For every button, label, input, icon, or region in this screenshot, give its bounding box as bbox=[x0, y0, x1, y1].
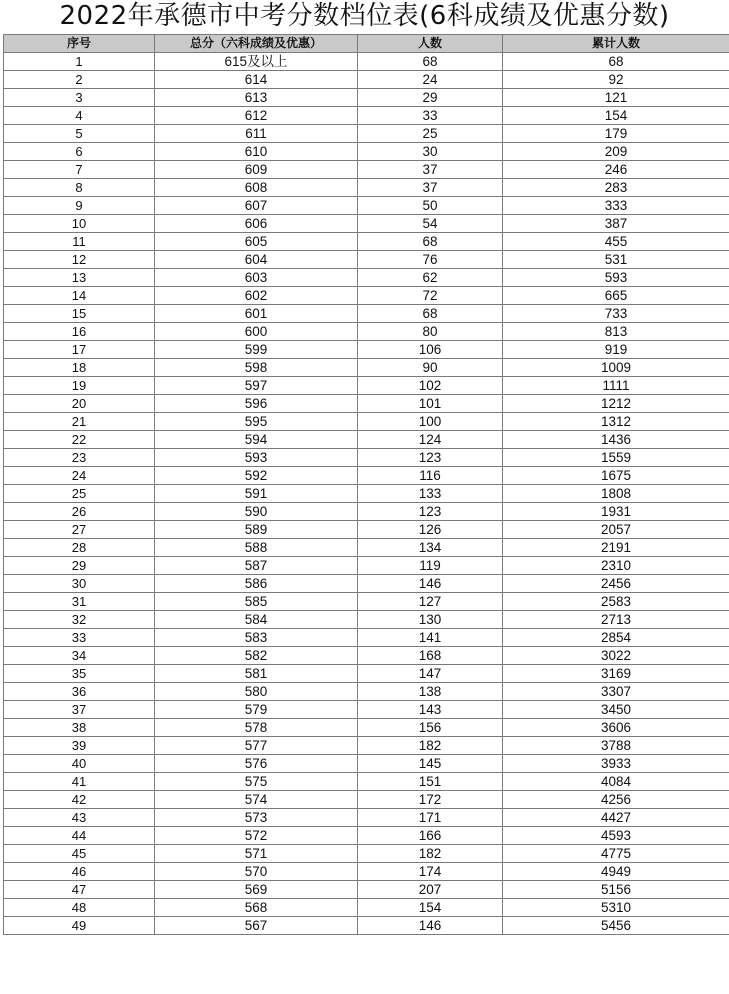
cell-count: 138 bbox=[358, 683, 503, 701]
cell-cumulative-count: 733 bbox=[503, 305, 729, 323]
table-row bbox=[4, 629, 729, 647]
cell-count: 68 bbox=[358, 53, 503, 71]
cell-total-score: 615及以上 bbox=[155, 53, 358, 71]
cell-total-score: 593 bbox=[155, 449, 358, 467]
cell-count: 90 bbox=[358, 359, 503, 377]
cell-cumulative-count: 813 bbox=[503, 323, 729, 341]
cell-serial: 46 bbox=[4, 863, 155, 881]
cell-count: 37 bbox=[358, 161, 503, 179]
cell-serial: 48 bbox=[4, 899, 155, 917]
cell-serial: 15 bbox=[4, 305, 155, 323]
cell-serial: 49 bbox=[4, 917, 155, 935]
cell-total-score: 574 bbox=[155, 791, 358, 809]
cell-cumulative-count: 1675 bbox=[503, 467, 729, 485]
cell-total-score: 579 bbox=[155, 701, 358, 719]
cell-serial: 30 bbox=[4, 575, 155, 593]
cell-count: 119 bbox=[358, 557, 503, 575]
table-row bbox=[4, 665, 729, 683]
cell-cumulative-count: 2191 bbox=[503, 539, 729, 557]
cell-serial: 21 bbox=[4, 413, 155, 431]
header-count: 人数 bbox=[358, 35, 503, 53]
cell-total-score: 600 bbox=[155, 323, 358, 341]
cell-count: 146 bbox=[358, 917, 503, 935]
cell-count: 24 bbox=[358, 71, 503, 89]
cell-count: 100 bbox=[358, 413, 503, 431]
cell-count: 101 bbox=[358, 395, 503, 413]
table-row bbox=[4, 485, 729, 503]
cell-serial: 13 bbox=[4, 269, 155, 287]
cell-cumulative-count: 5456 bbox=[503, 917, 729, 935]
cell-count: 123 bbox=[358, 503, 503, 521]
cell-count: 124 bbox=[358, 431, 503, 449]
cell-serial: 34 bbox=[4, 647, 155, 665]
table-row bbox=[4, 179, 729, 197]
cell-cumulative-count: 1559 bbox=[503, 449, 729, 467]
table-row bbox=[4, 611, 729, 629]
cell-total-score: 607 bbox=[155, 197, 358, 215]
table-row bbox=[4, 377, 729, 395]
cell-total-score: 605 bbox=[155, 233, 358, 251]
table-row bbox=[4, 719, 729, 737]
cell-serial: 9 bbox=[4, 197, 155, 215]
cell-cumulative-count: 4775 bbox=[503, 845, 729, 863]
header-cumulative-count: 累计人数 bbox=[503, 35, 729, 53]
cell-count: 25 bbox=[358, 125, 503, 143]
cell-total-score: 584 bbox=[155, 611, 358, 629]
cell-total-score: 586 bbox=[155, 575, 358, 593]
table-row bbox=[4, 161, 729, 179]
cell-cumulative-count: 455 bbox=[503, 233, 729, 251]
cell-total-score: 592 bbox=[155, 467, 358, 485]
cell-cumulative-count: 665 bbox=[503, 287, 729, 305]
cell-cumulative-count: 283 bbox=[503, 179, 729, 197]
cell-serial: 14 bbox=[4, 287, 155, 305]
table-row bbox=[4, 323, 729, 341]
table-row bbox=[4, 593, 729, 611]
cell-count: 30 bbox=[358, 143, 503, 161]
cell-total-score: 604 bbox=[155, 251, 358, 269]
cell-cumulative-count: 2713 bbox=[503, 611, 729, 629]
cell-cumulative-count: 68 bbox=[503, 53, 729, 71]
cell-cumulative-count: 1009 bbox=[503, 359, 729, 377]
cell-cumulative-count: 2456 bbox=[503, 575, 729, 593]
cell-cumulative-count: 919 bbox=[503, 341, 729, 359]
cell-cumulative-count: 209 bbox=[503, 143, 729, 161]
cell-count: 141 bbox=[358, 629, 503, 647]
cell-total-score: 581 bbox=[155, 665, 358, 683]
table-row bbox=[4, 269, 729, 287]
table-row bbox=[4, 539, 729, 557]
table-row bbox=[4, 305, 729, 323]
cell-count: 106 bbox=[358, 341, 503, 359]
table-row bbox=[4, 197, 729, 215]
cell-count: 166 bbox=[358, 827, 503, 845]
cell-total-score: 582 bbox=[155, 647, 358, 665]
cell-total-score: 598 bbox=[155, 359, 358, 377]
cell-total-score: 613 bbox=[155, 89, 358, 107]
cell-serial: 25 bbox=[4, 485, 155, 503]
cell-count: 151 bbox=[358, 773, 503, 791]
cell-count: 72 bbox=[358, 287, 503, 305]
cell-cumulative-count: 179 bbox=[503, 125, 729, 143]
cell-serial: 19 bbox=[4, 377, 155, 395]
cell-total-score: 602 bbox=[155, 287, 358, 305]
table-row bbox=[4, 809, 729, 827]
cell-total-score: 609 bbox=[155, 161, 358, 179]
table-row bbox=[4, 683, 729, 701]
cell-serial: 28 bbox=[4, 539, 155, 557]
table-row bbox=[4, 287, 729, 305]
cell-cumulative-count: 3933 bbox=[503, 755, 729, 773]
cell-total-score: 611 bbox=[155, 125, 358, 143]
cell-cumulative-count: 5310 bbox=[503, 899, 729, 917]
cell-cumulative-count: 4949 bbox=[503, 863, 729, 881]
table-body bbox=[4, 53, 729, 935]
cell-count: 182 bbox=[358, 737, 503, 755]
table-row bbox=[4, 899, 729, 917]
cell-total-score: 601 bbox=[155, 305, 358, 323]
table-row bbox=[4, 863, 729, 881]
cell-total-score: 568 bbox=[155, 899, 358, 917]
table-row bbox=[4, 215, 729, 233]
cell-total-score: 587 bbox=[155, 557, 358, 575]
cell-cumulative-count: 2583 bbox=[503, 593, 729, 611]
cell-total-score: 573 bbox=[155, 809, 358, 827]
cell-count: 127 bbox=[358, 593, 503, 611]
cell-serial: 11 bbox=[4, 233, 155, 251]
cell-serial: 22 bbox=[4, 431, 155, 449]
cell-cumulative-count: 1931 bbox=[503, 503, 729, 521]
cell-count: 68 bbox=[358, 233, 503, 251]
cell-cumulative-count: 2057 bbox=[503, 521, 729, 539]
cell-serial: 20 bbox=[4, 395, 155, 413]
cell-cumulative-count: 1312 bbox=[503, 413, 729, 431]
cell-count: 54 bbox=[358, 215, 503, 233]
table-row bbox=[4, 791, 729, 809]
cell-serial: 7 bbox=[4, 161, 155, 179]
cell-count: 133 bbox=[358, 485, 503, 503]
cell-total-score: 577 bbox=[155, 737, 358, 755]
cell-serial: 32 bbox=[4, 611, 155, 629]
cell-total-score: 572 bbox=[155, 827, 358, 845]
cell-cumulative-count: 2854 bbox=[503, 629, 729, 647]
cell-cumulative-count: 5156 bbox=[503, 881, 729, 899]
cell-cumulative-count: 3169 bbox=[503, 665, 729, 683]
cell-serial: 3 bbox=[4, 89, 155, 107]
cell-count: 168 bbox=[358, 647, 503, 665]
cell-serial: 1 bbox=[4, 53, 155, 71]
cell-count: 50 bbox=[358, 197, 503, 215]
cell-serial: 40 bbox=[4, 755, 155, 773]
cell-serial: 37 bbox=[4, 701, 155, 719]
table-row bbox=[4, 647, 729, 665]
cell-total-score: 590 bbox=[155, 503, 358, 521]
cell-count: 154 bbox=[358, 899, 503, 917]
cell-cumulative-count: 2310 bbox=[503, 557, 729, 575]
cell-total-score: 571 bbox=[155, 845, 358, 863]
cell-count: 146 bbox=[358, 575, 503, 593]
cell-serial: 16 bbox=[4, 323, 155, 341]
cell-total-score: 580 bbox=[155, 683, 358, 701]
cell-serial: 4 bbox=[4, 107, 155, 125]
table-row bbox=[4, 89, 729, 107]
cell-serial: 33 bbox=[4, 629, 155, 647]
cell-count: 126 bbox=[358, 521, 503, 539]
cell-total-score: 610 bbox=[155, 143, 358, 161]
cell-total-score: 578 bbox=[155, 719, 358, 737]
cell-total-score: 591 bbox=[155, 485, 358, 503]
cell-total-score: 594 bbox=[155, 431, 358, 449]
cell-count: 156 bbox=[358, 719, 503, 737]
cell-serial: 35 bbox=[4, 665, 155, 683]
cell-count: 143 bbox=[358, 701, 503, 719]
cell-count: 29 bbox=[358, 89, 503, 107]
cell-total-score: 588 bbox=[155, 539, 358, 557]
score-table bbox=[3, 34, 729, 935]
cell-cumulative-count: 246 bbox=[503, 161, 729, 179]
cell-cumulative-count: 3450 bbox=[503, 701, 729, 719]
cell-cumulative-count: 3307 bbox=[503, 683, 729, 701]
cell-count: 130 bbox=[358, 611, 503, 629]
cell-total-score: 595 bbox=[155, 413, 358, 431]
cell-serial: 31 bbox=[4, 593, 155, 611]
cell-count: 102 bbox=[358, 377, 503, 395]
table-row bbox=[4, 467, 729, 485]
cell-cumulative-count: 1436 bbox=[503, 431, 729, 449]
cell-total-score: 608 bbox=[155, 179, 358, 197]
cell-serial: 2 bbox=[4, 71, 155, 89]
table-row bbox=[4, 521, 729, 539]
cell-cumulative-count: 4427 bbox=[503, 809, 729, 827]
cell-count: 62 bbox=[358, 269, 503, 287]
table-row bbox=[4, 557, 729, 575]
table-row bbox=[4, 395, 729, 413]
cell-count: 182 bbox=[358, 845, 503, 863]
cell-count: 171 bbox=[358, 809, 503, 827]
table-row bbox=[4, 107, 729, 125]
table-row bbox=[4, 143, 729, 161]
table-row bbox=[4, 413, 729, 431]
cell-serial: 38 bbox=[4, 719, 155, 737]
cell-serial: 36 bbox=[4, 683, 155, 701]
table-row bbox=[4, 773, 729, 791]
cell-cumulative-count: 593 bbox=[503, 269, 729, 287]
cell-total-score: 596 bbox=[155, 395, 358, 413]
cell-total-score: 567 bbox=[155, 917, 358, 935]
table-row bbox=[4, 575, 729, 593]
cell-serial: 26 bbox=[4, 503, 155, 521]
cell-count: 172 bbox=[358, 791, 503, 809]
table-row bbox=[4, 737, 729, 755]
cell-cumulative-count: 333 bbox=[503, 197, 729, 215]
table-row bbox=[4, 755, 729, 773]
table-row bbox=[4, 71, 729, 89]
table-row bbox=[4, 359, 729, 377]
header-total-score: 总分（六科成绩及优惠） bbox=[155, 35, 358, 53]
cell-total-score: 612 bbox=[155, 107, 358, 125]
cell-cumulative-count: 3022 bbox=[503, 647, 729, 665]
cell-total-score: 599 bbox=[155, 341, 358, 359]
cell-serial: 47 bbox=[4, 881, 155, 899]
cell-total-score: 575 bbox=[155, 773, 358, 791]
cell-cumulative-count: 4256 bbox=[503, 791, 729, 809]
cell-count: 147 bbox=[358, 665, 503, 683]
cell-serial: 41 bbox=[4, 773, 155, 791]
cell-cumulative-count: 531 bbox=[503, 251, 729, 269]
table-row bbox=[4, 503, 729, 521]
cell-total-score: 570 bbox=[155, 863, 358, 881]
cell-cumulative-count: 1212 bbox=[503, 395, 729, 413]
table-row bbox=[4, 701, 729, 719]
table-row bbox=[4, 431, 729, 449]
cell-count: 116 bbox=[358, 467, 503, 485]
cell-serial: 45 bbox=[4, 845, 155, 863]
table-row bbox=[4, 449, 729, 467]
cell-count: 174 bbox=[358, 863, 503, 881]
cell-total-score: 576 bbox=[155, 755, 358, 773]
cell-serial: 8 bbox=[4, 179, 155, 197]
cell-cumulative-count: 1111 bbox=[503, 377, 729, 395]
cell-serial: 44 bbox=[4, 827, 155, 845]
cell-count: 80 bbox=[358, 323, 503, 341]
cell-count: 134 bbox=[358, 539, 503, 557]
cell-cumulative-count: 3606 bbox=[503, 719, 729, 737]
cell-serial: 39 bbox=[4, 737, 155, 755]
cell-cumulative-count: 4593 bbox=[503, 827, 729, 845]
table-row bbox=[4, 341, 729, 359]
cell-count: 68 bbox=[358, 305, 503, 323]
cell-count: 207 bbox=[358, 881, 503, 899]
cell-total-score: 589 bbox=[155, 521, 358, 539]
table-row bbox=[4, 233, 729, 251]
cell-total-score: 569 bbox=[155, 881, 358, 899]
cell-total-score: 606 bbox=[155, 215, 358, 233]
cell-count: 76 bbox=[358, 251, 503, 269]
cell-serial: 5 bbox=[4, 125, 155, 143]
cell-total-score: 597 bbox=[155, 377, 358, 395]
cell-total-score: 585 bbox=[155, 593, 358, 611]
cell-serial: 12 bbox=[4, 251, 155, 269]
cell-cumulative-count: 92 bbox=[503, 71, 729, 89]
cell-cumulative-count: 121 bbox=[503, 89, 729, 107]
cell-total-score: 583 bbox=[155, 629, 358, 647]
table-row bbox=[4, 881, 729, 899]
cell-serial: 6 bbox=[4, 143, 155, 161]
cell-serial: 42 bbox=[4, 791, 155, 809]
cell-cumulative-count: 154 bbox=[503, 107, 729, 125]
table-row bbox=[4, 845, 729, 863]
table-row bbox=[4, 251, 729, 269]
cell-serial: 24 bbox=[4, 467, 155, 485]
cell-serial: 27 bbox=[4, 521, 155, 539]
cell-serial: 18 bbox=[4, 359, 155, 377]
cell-serial: 29 bbox=[4, 557, 155, 575]
cell-serial: 43 bbox=[4, 809, 155, 827]
table-header-row bbox=[4, 35, 729, 53]
header-serial: 序号 bbox=[4, 35, 155, 53]
table-row bbox=[4, 125, 729, 143]
cell-count: 37 bbox=[358, 179, 503, 197]
cell-total-score: 603 bbox=[155, 269, 358, 287]
table-row bbox=[4, 917, 729, 935]
cell-count: 145 bbox=[358, 755, 503, 773]
cell-total-score: 614 bbox=[155, 71, 358, 89]
table-row bbox=[4, 827, 729, 845]
cell-serial: 23 bbox=[4, 449, 155, 467]
cell-count: 123 bbox=[358, 449, 503, 467]
cell-cumulative-count: 387 bbox=[503, 215, 729, 233]
cell-cumulative-count: 4084 bbox=[503, 773, 729, 791]
page-title: 2022年承德市中考分数档位表(6科成绩及优惠分数) bbox=[59, 1, 670, 31]
cell-count: 33 bbox=[358, 107, 503, 125]
cell-serial: 10 bbox=[4, 215, 155, 233]
cell-serial: 17 bbox=[4, 341, 155, 359]
table-row bbox=[4, 53, 729, 71]
cell-cumulative-count: 3788 bbox=[503, 737, 729, 755]
cell-cumulative-count: 1808 bbox=[503, 485, 729, 503]
